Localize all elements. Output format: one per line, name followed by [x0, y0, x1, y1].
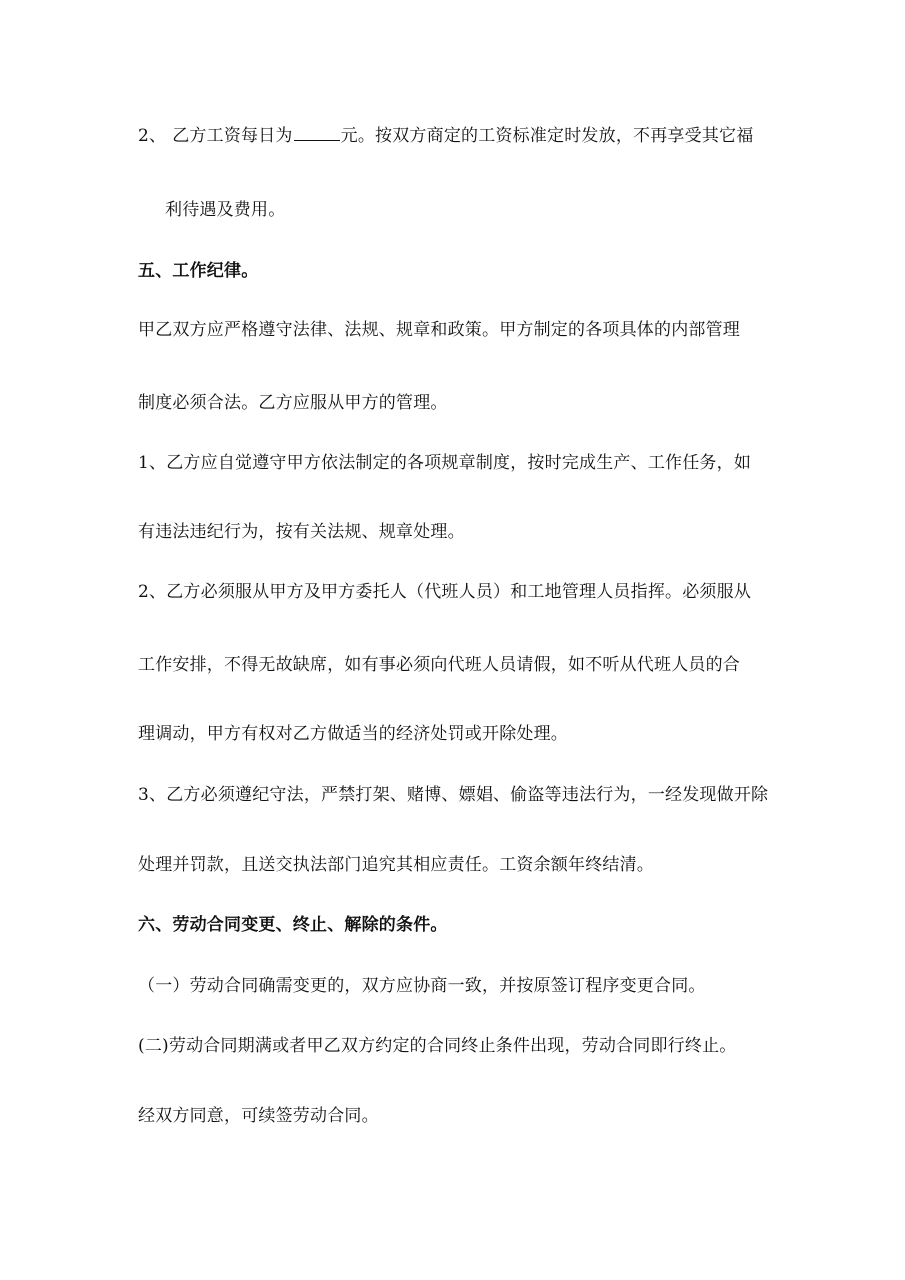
section-heading-6: 六、劳动合同变更、终止、解除的条件。 — [138, 915, 448, 935]
item-3-line-2: 处理并罚款，且送交执法部门追究其相应责任。工资余额年终结清。 — [138, 855, 654, 875]
paragraph-wage-line-2: 利待遇及费用。 — [165, 200, 286, 220]
item-1-line-2: 有违法违纪行为，按有关法规、规章处理。 — [138, 522, 465, 542]
clause-2-line-1: (二)劳动合同期满或者甲乙双方约定的合同终止条件出现，劳动合同即行终止。 — [138, 1036, 737, 1056]
item-2-line-2: 工作安排，不得无故缺席，如有事必须向代班人员请假，如不听从代班人员的合 — [138, 655, 740, 675]
paragraph-discipline-line-2: 制度必须合法。乙方应服从甲方的管理。 — [138, 393, 448, 413]
clause-1-line: （一）劳动合同确需变更的，双方应协商一致，并按原签订程序变更合同。 — [138, 976, 706, 996]
item-3-line-1: 3、乙方必须遵纪守法，严禁打架、赌博、嫖娼、偷盗等违法行为，一经发现做开除 — [138, 785, 769, 805]
paragraph-wage-line-1 — [138, 124, 778, 148]
item-1-line-1: 1、乙方应自觉遵守甲方依法制定的各项规章制度，按时完成生产、工作任务，如 — [138, 453, 752, 473]
section-heading-5: 五、工作纪律。 — [138, 261, 259, 281]
wage-text-before-blank: 乙方工资每日为 — [172, 126, 293, 146]
wage-amount-blank — [294, 124, 340, 141]
paragraph-discipline-line-1: 甲乙双方应严格遵守法律、法规、规章和政策。甲方制定的各项具体的内部管理 — [138, 320, 740, 340]
item-2-line-3: 理调动，甲方有权对乙方做适当的经济处罚或开除处理。 — [138, 724, 568, 744]
item-number: 2、 — [138, 126, 167, 146]
wage-text-after-blank: 元。按双方商定的工资标准定时发放，不再享受其它福 — [340, 126, 754, 146]
clause-2-line-2: 经双方同意，可续签劳动合同。 — [138, 1106, 379, 1126]
item-2-line-1: 2、乙方必须服从甲方及甲方委托人（代班人员）和工地管理人员指挥。必须服从 — [138, 582, 752, 602]
